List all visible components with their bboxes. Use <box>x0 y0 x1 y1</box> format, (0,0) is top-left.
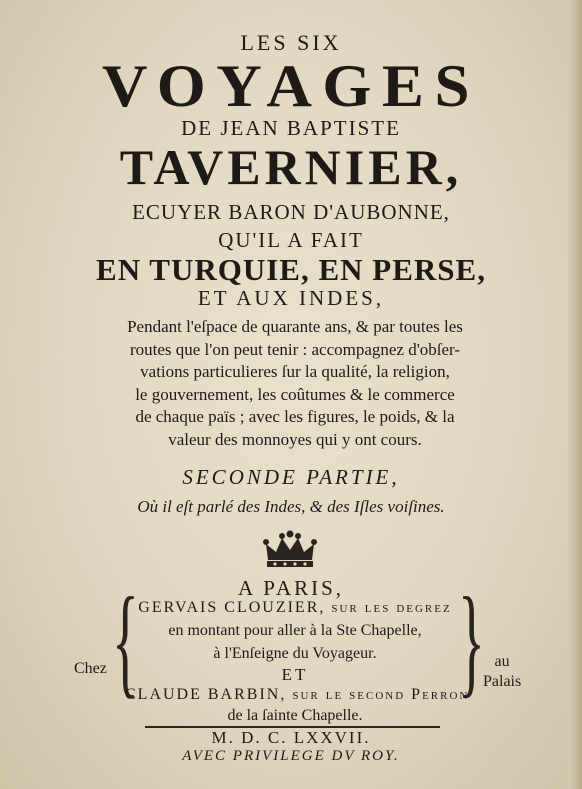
publisher-barbin-address: de la ſainte Chapelle. <box>227 707 363 724</box>
description-line: valeur des monnoyes qui y ont cours. <box>168 429 422 449</box>
description-line: le gouvernement, les coûtumes & le commerce <box>135 384 455 404</box>
publisher-clouzier-sign: à l'Enſeigne du Voyageur. <box>213 645 377 662</box>
title-author-name: TAVERNIER, <box>119 139 463 195</box>
au-label: au <box>494 653 510 670</box>
publisher-clouzier: GERVAIS CLOUZIER, ſur les degrez <box>138 599 452 616</box>
part-subtitle: Où il eſt parlé des Indes, & des Iſles voiſines. <box>137 497 445 516</box>
imprint-year: M. D. C. LXXVII. <box>211 728 371 747</box>
title-les-six: LES SIX <box>240 30 342 55</box>
part-heading: SECONDE PARTIE, <box>182 465 400 489</box>
title-destinations: EN TURQUIE, EN PERSE, <box>96 252 486 287</box>
publisher-et: ET <box>281 665 309 684</box>
page-edge <box>568 0 582 789</box>
title-author-rank: ECUYER BARON D'AUBONNE, <box>132 200 450 224</box>
title-indes: ET AUX INDES, <box>197 286 385 310</box>
description-paragraph <box>70 316 520 451</box>
right-brace: } <box>458 573 485 711</box>
au-palais-label <box>483 652 521 692</box>
description-line: Pendant l'eſpace de quarante ans, & par toutes les <box>127 317 463 336</box>
palais-label: Palais <box>483 673 522 690</box>
description-line: vations particulieres ſur la qualité, la religion, <box>140 362 450 381</box>
crown-icon <box>260 530 320 570</box>
description-line: routes que l'on peut tenir : accompagnez d'obſer- <box>129 339 461 359</box>
privilege-line: AVEC PRIVILEGE DV ROY. <box>182 748 400 764</box>
title-author-prefix: DE JEAN BAPTISTE <box>181 116 401 140</box>
title-quil-a-fait: QU'IL A FAIT <box>218 228 364 252</box>
chez-label: Chez <box>74 660 107 677</box>
publisher-barbin: CLAUDE BARBIN, ſur le ſecond Perron <box>125 686 470 703</box>
title-voyages: VOYAGES <box>101 53 480 119</box>
imprint-city: A PARIS, <box>237 576 345 600</box>
left-brace: { <box>112 573 139 711</box>
description-line: de chaque païs ; avec les figures, le poids, & la <box>135 407 455 426</box>
publisher-clouzier-address: en montant pour aller à la Ste Chapelle, <box>168 622 422 639</box>
